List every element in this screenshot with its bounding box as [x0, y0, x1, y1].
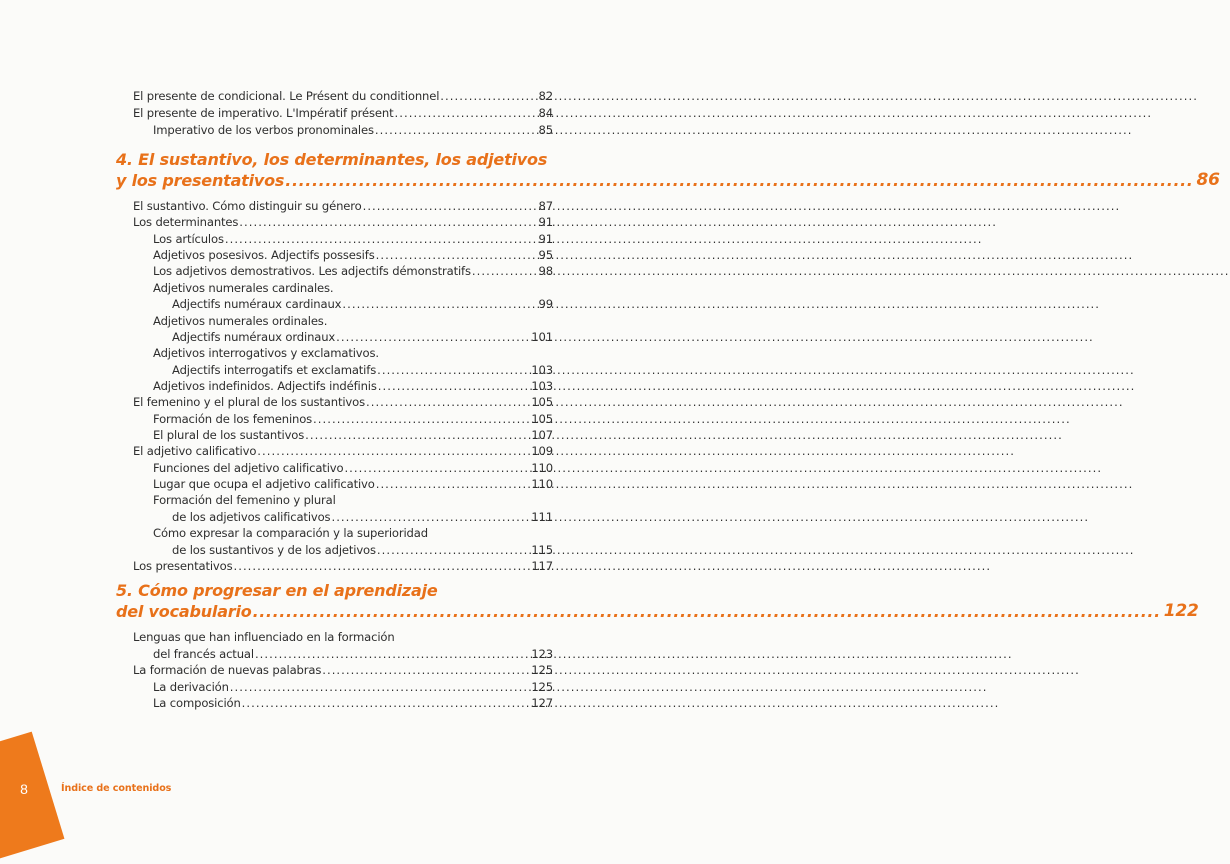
toc-entry-page: 87 — [538, 199, 553, 213]
toc-entry-page: 107 — [531, 428, 553, 442]
dot-leader — [366, 394, 530, 410]
toc-entry-page: 110 — [531, 461, 553, 475]
toc-entry-title: Los presentativos — [133, 559, 233, 573]
dot-leader — [305, 427, 530, 443]
section-heading-line1: 4. El sustantivo, los determinantes, los adjetivos — [116, 150, 548, 169]
toc-entry[interactable] — [172, 362, 553, 378]
dot-leader — [342, 296, 537, 312]
dot-leader — [336, 329, 530, 345]
toc-entry[interactable] — [153, 313, 553, 329]
dot-leader — [230, 679, 531, 695]
toc-entry-title: Formación de los femeninos — [153, 412, 313, 426]
dot-leader — [375, 122, 538, 138]
toc-entry-page: 109 — [531, 444, 553, 458]
section-heading-line1: 5. Cómo progresar en el aprendizaje — [116, 581, 438, 600]
toc-entry-page: 115 — [531, 543, 553, 557]
toc-entry-page: 103 — [531, 379, 553, 393]
toc-entry[interactable] — [133, 443, 553, 459]
toc-entry[interactable] — [133, 629, 553, 645]
toc-entry-title: El presente de imperativo. L'Impératif présent — [133, 106, 394, 120]
toc-entry[interactable] — [153, 378, 553, 394]
toc-entry-page: 99 — [538, 297, 553, 311]
toc-entry-page: 95 — [538, 248, 553, 262]
toc-entry-page: 101 — [531, 330, 553, 344]
toc-entry[interactable] — [153, 695, 553, 711]
toc-entry-title: Adjetivos numerales cardinales. — [153, 281, 334, 295]
toc-entry[interactable] — [172, 296, 553, 312]
dot-leader — [313, 411, 530, 427]
toc-entry-title: Funciones del adjetivo calificativo — [153, 461, 344, 475]
toc-entry-page: 125 — [531, 680, 553, 694]
toc-entry[interactable] — [133, 105, 553, 121]
toc-entry-title: del francés actual — [153, 647, 254, 661]
toc-entry-page: 105 — [531, 412, 553, 426]
toc-entry[interactable] — [153, 231, 553, 247]
running-footer-title: Índice de contenidos — [61, 783, 172, 794]
toc-entry-page: 123 — [531, 647, 553, 661]
toc-entry-title: Imperativo de los verbos pronominales — [153, 123, 374, 137]
section-heading-5[interactable] — [116, 580, 1199, 622]
toc-entry-title: Adjectifs numéraux ordinaux — [172, 330, 336, 344]
toc-entry-title: Adjetivos posesivos. Adjectifs possesifs — [153, 248, 375, 262]
toc-entry-page: 91 — [538, 215, 553, 229]
section-heading-4[interactable] — [116, 149, 1220, 191]
dot-leader — [377, 542, 530, 558]
section-heading-page: 86 — [1196, 170, 1220, 190]
toc-entry-page: 85 — [538, 123, 553, 137]
section-heading-line2: del vocabulario — [116, 602, 252, 621]
dot-leader — [242, 695, 531, 711]
section-heading-line2: y los presentativos — [116, 171, 285, 190]
toc-entry[interactable] — [133, 198, 553, 214]
toc-entry-title: El plural de los sustantivos — [153, 428, 305, 442]
toc-entry-title: de los adjetivos calificativos — [172, 510, 331, 524]
section-heading-page: 122 — [1163, 601, 1199, 621]
dot-leader — [257, 443, 530, 459]
dot-leader — [331, 509, 530, 525]
toc-entry[interactable] — [133, 394, 553, 410]
toc-entry[interactable] — [153, 345, 553, 361]
toc-entry[interactable] — [153, 280, 553, 296]
toc-entry-page: 111 — [531, 510, 553, 524]
toc-entry-page: 91 — [538, 232, 553, 246]
toc-entry-title: Adjectifs numéraux cardinaux — [172, 297, 342, 311]
toc-entry[interactable] — [153, 427, 553, 443]
dot-leader — [255, 646, 530, 662]
toc-entry[interactable] — [153, 122, 553, 138]
toc-entry-page: 117 — [531, 559, 553, 573]
toc-entry-page: 82 — [538, 89, 553, 103]
toc-entry-page: 127 — [531, 696, 553, 710]
dot-leader — [344, 460, 530, 476]
dot-leader — [395, 105, 538, 121]
toc-entry-page: 105 — [531, 395, 553, 409]
dot-leader — [239, 214, 537, 230]
toc-entry-title: de los sustantivos y de los adjetivos — [172, 543, 376, 557]
dot-leader — [322, 662, 530, 678]
toc-entry[interactable] — [133, 88, 553, 104]
toc-entry-title: La derivación — [153, 680, 229, 694]
dot-leader — [285, 170, 1193, 191]
toc-entry-page: 125 — [531, 663, 553, 677]
toc-entry-title: Cómo expresar la comparación y la superioridad — [153, 526, 428, 540]
toc-entry[interactable] — [153, 263, 553, 279]
dot-leader — [378, 378, 531, 394]
dot-leader — [225, 231, 538, 247]
toc-entry-page: 103 — [531, 363, 553, 377]
toc-entry-title: Lugar que ocupa el adjetivo calificativo — [153, 477, 375, 491]
toc-entry[interactable] — [153, 646, 553, 662]
toc-entry[interactable] — [133, 214, 553, 230]
toc-entry[interactable] — [153, 525, 553, 541]
page-number: 8 — [20, 781, 28, 797]
toc-entry-title: La composición — [153, 696, 241, 710]
dot-leader — [376, 247, 538, 263]
dot-leader — [363, 198, 538, 214]
toc-entry[interactable] — [172, 509, 553, 525]
dot-leader — [472, 263, 538, 279]
dot-leader — [440, 88, 537, 104]
toc-entry[interactable] — [153, 411, 553, 427]
toc-entry-title: Los determinantes — [133, 215, 239, 229]
toc-entry-title: La formación de nuevas palabras — [133, 663, 322, 677]
toc-entry[interactable] — [153, 476, 553, 492]
dot-leader — [376, 476, 531, 492]
toc-entry-title: Formación del femenino y plural — [153, 493, 336, 507]
toc-entry[interactable] — [153, 492, 553, 508]
toc-entry-title: Adjetivos numerales ordinales. — [153, 314, 328, 328]
toc-entry-title: El femenino y el plural de los sustantivos — [133, 395, 365, 409]
toc-entry-title: Adjetivos indefinidos. Adjectifs indéfinis — [153, 379, 377, 393]
toc-entry-title: El adjetivo calificativo — [133, 444, 257, 458]
toc-entry-title: Adjectifs interrogatifs et exclamatifs — [172, 363, 377, 377]
toc-entry[interactable] — [153, 679, 553, 695]
dot-leader — [377, 362, 530, 378]
toc-entry-title: Lenguas que han influenciado en la formación — [133, 630, 395, 644]
toc-entry[interactable] — [133, 558, 553, 574]
toc-entry[interactable] — [153, 247, 553, 263]
toc-entry-page: 110 — [531, 477, 553, 491]
toc-entry[interactable] — [133, 662, 553, 678]
toc-entry-title: El presente de condicional. Le Présent du conditionnel — [133, 89, 440, 103]
dot-leader — [253, 601, 1161, 622]
toc-entry-title: Los artículos — [153, 232, 224, 246]
toc-entry-page: 98 — [538, 264, 553, 278]
toc-entry-title: Adjetivos interrogativos y exclamativos. — [153, 346, 379, 360]
toc-entry[interactable] — [172, 542, 553, 558]
toc-entry[interactable] — [172, 329, 553, 345]
toc-entry-page: 84 — [538, 106, 553, 120]
toc-entry-title: El sustantivo. Cómo distinguir su género — [133, 199, 362, 213]
dot-leader — [233, 558, 530, 574]
toc-entry[interactable] — [153, 460, 553, 476]
toc-entry-title: Los adjetivos demostrativos. Les adjectifs démonstratifs — [153, 264, 471, 278]
